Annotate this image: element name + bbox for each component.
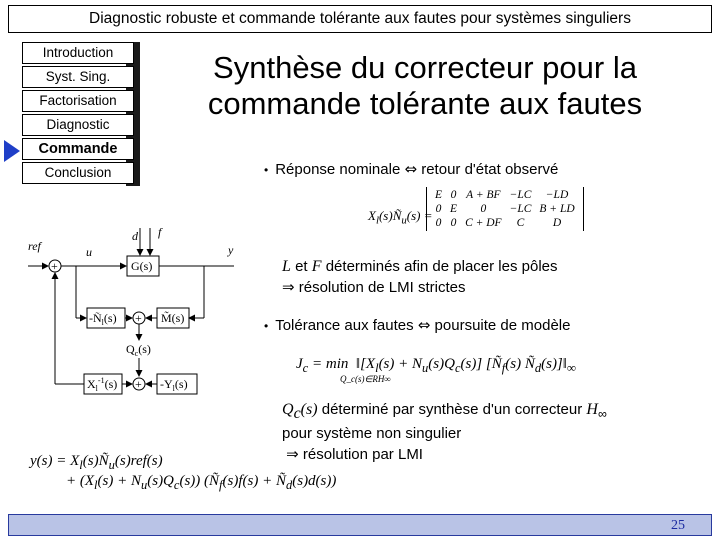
header-title: Diagnostic robuste et commande tolérante aux fautes pour systèmes singuliers [89, 10, 631, 27]
bullet-nominal-response: • Réponse nominale ⇔ retour d'état observé [264, 160, 559, 178]
bullet-dot-icon: • [264, 319, 269, 333]
implies-arrow-icon: ⇒ [282, 278, 295, 296]
label-plus: + [135, 377, 142, 391]
minimization-domain: Q_c(s)∈RH∞ [340, 374, 391, 384]
label-f: f [158, 225, 162, 239]
page-title: Synthèse du correcteur pour la commande tolérante aux fautes [207, 50, 643, 121]
sidebar-item-conclusion[interactable]: Conclusion [22, 162, 134, 184]
label-plant: G(s) [131, 259, 153, 273]
equation-state-feedback: $X_l(s)Ñ_u(s)$ = [368, 208, 433, 227]
label-plus: + [135, 311, 142, 325]
page-number: 25 [671, 518, 685, 533]
equation-output-line2: + $(X_l(s) + N_u(s)Q_c(s))$ ($Ñ_f(s)f(s)$ + $Ñ_d(s)d(s)$) [66, 473, 337, 492]
sidebar-item-diagnostic[interactable]: Diagnostic [22, 114, 134, 136]
equation-output-line1: $y(s) = X_l(s)Ñ_u(s)ref(s)$ [30, 453, 163, 472]
sidebar-item-commande[interactable]: Commande [22, 138, 134, 160]
equation-cost-function: $J_c = \min$ $‖[X_l(s) + N_u(s)Q_c(s)]$ [$Ñ_f(s)$ $Ñ_d(s)]‖_\infty$ [296, 356, 576, 375]
control-block-diagram [28, 198, 248, 398]
sidebar-nav [22, 42, 134, 186]
label-m: M̃(s) [161, 311, 185, 325]
pole-placement-text: L et F déterminés afin de placer les pôles ⇒ résolution de LMI strictes [282, 258, 558, 296]
system-matrix: E 0 A + BF −LC −LD 0 E 0 −LC B + LD 0 0 C + DF C D [426, 187, 584, 231]
sidebar-item-syst-sing[interactable]: Syst. Sing. [22, 66, 134, 88]
controller-synthesis-text: $Q_c(s)$ déterminé par synthèse d'un correcteur $H_\infty$ pour système non singulier ⇒ résolution par LMI [282, 401, 607, 463]
slide-header [8, 5, 712, 33]
equivalence-arrow-icon: ⇔ [417, 316, 431, 334]
label-qc: $Q_c(s)$ [126, 342, 151, 358]
label-plus: + [51, 259, 58, 273]
sidebar-item-introduction[interactable]: Introduction [22, 42, 134, 64]
footer-bar [8, 514, 712, 536]
equivalence-arrow-icon: ⇔ [404, 160, 418, 178]
label-y-block: $-Y_l(s)$ [160, 377, 188, 393]
bullet-dot-icon: • [264, 163, 269, 177]
implies-arrow-icon: ⇒ [286, 445, 299, 463]
label-x-inverse: $X_l^{-1}(s)$ [87, 376, 118, 393]
label-ref: ref [28, 239, 41, 253]
label-u: u [86, 245, 92, 259]
label-nl: $-Ñ_l(s)$ [89, 311, 117, 327]
sidebar-item-factorisation[interactable]: Factorisation [22, 90, 134, 112]
label-y: y [228, 243, 234, 257]
bullet-fault-tolerance: • Tolérance aux fautes ⇔ poursuite de modèle [264, 316, 571, 334]
label-d: d [132, 229, 138, 243]
active-section-arrow-icon [4, 140, 20, 162]
